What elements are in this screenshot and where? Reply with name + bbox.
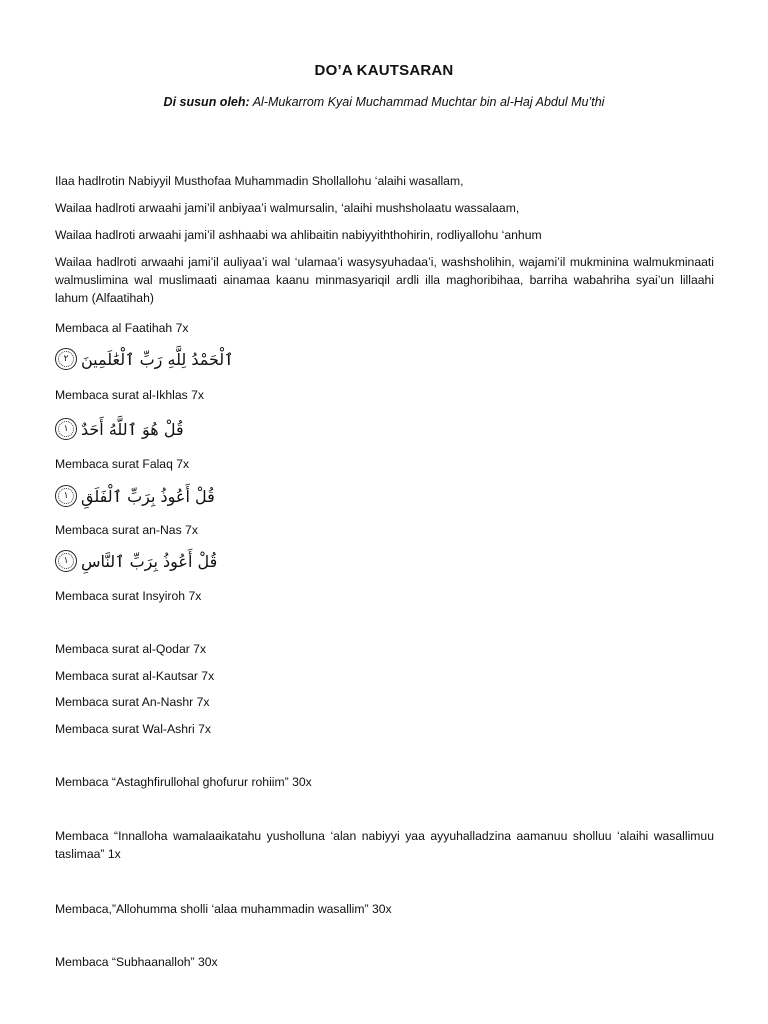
- arabic-text: قُلْ أَعُوذُ بِرَبِّ ٱلْفَلَقِ: [81, 486, 215, 506]
- reading-nashr: Membaca surat An-Nashr 7x: [55, 695, 210, 709]
- byline-label: Di susun oleh:: [163, 95, 250, 109]
- ayah-number-icon: ١: [55, 418, 77, 440]
- arabic-text: قُلْ هُوَ ٱللَّهُ أَحَدٌ: [81, 419, 184, 439]
- reading-astaghfirullah: Membaca “Astaghfirullohal ghofurur rohiim” 30x: [55, 775, 312, 789]
- arabic-text: ٱلْحَمْدُ لِلَّهِ رَبِّ ٱلْعَٰلَمِينَ: [81, 349, 234, 369]
- byline-author: Al-Mukarrom Kyai Muchammad Muchtar bin al-Haj Abdul Mu’thi: [252, 95, 605, 109]
- intro-line-1: Ilaa hadlrotin Nabiyyil Musthofaa Muhammadin Shollallohu ‘alaihi wasallam,: [55, 174, 464, 188]
- arabic-verse-falaq: [55, 483, 215, 509]
- ayah-number-icon: ٢: [55, 348, 77, 370]
- reading-ikhlas: Membaca surat al-Ikhlas 7x: [55, 388, 205, 402]
- reading-ashri: Membaca surat Wal-Ashri 7x: [55, 722, 211, 736]
- reading-falaq: Membaca surat Falaq 7x: [55, 457, 190, 471]
- arabic-text: قُلْ أَعُوذُ بِرَبِّ ٱلنَّاسِ: [81, 551, 218, 571]
- reading-subhaanalloh: Membaca “Subhaanalloh” 30x: [55, 955, 218, 969]
- reading-qodar: Membaca surat al-Qodar 7x: [55, 642, 207, 656]
- ayah-number-icon: ١: [55, 485, 77, 507]
- reading-kautsar: Membaca surat al-Kautsar 7x: [55, 669, 215, 683]
- reading-sholawat-ayah: Membaca “Innalloha wamalaaikatahu yusholluna ‘alan nabiyyi yaa ayyuhalladzina aamanuu sholluu ‘alaihi wasallimuu taslimaa” 1x: [55, 829, 714, 861]
- intro-line-4: Wailaa hadlroti arwaahi jami’il auliyaa’i wal ‘ulamaa’i wasysyuhadaa’i, washsholihin, wajami’il mukminina walmukminaati walmuslimina wal muslimaati ainamaa kaanu minmasyariqil ardli illa maghoribihaa, barriha wabahriha syai’un lillaahi lahum (Alfaatihah): [55, 255, 714, 305]
- intro-line-2: Wailaa hadlroti arwaahi jami’il anbiyaa’i walmursalin, ‘alaihi mushsholaatu wassalaam,: [55, 201, 520, 215]
- reading-allohumma-sholli: Membaca,”Allohumma sholli ‘alaa muhammadin wasallim” 30x: [55, 902, 392, 916]
- arabic-verse-ikhlas: [55, 416, 184, 442]
- reading-insyiroh: Membaca surat Insyiroh 7x: [55, 589, 202, 603]
- reading-faatihah: Membaca al Faatihah 7x: [55, 321, 189, 335]
- intro-line-3: Wailaa hadlroti arwaahi jami’il ashhaabi wa ahlibaitin nabiyyiththohirin, rodliyallohu ‘anhum: [55, 228, 542, 242]
- arabic-verse-faatihah: [55, 346, 234, 372]
- arabic-verse-nas: [55, 548, 217, 574]
- reading-nas: Membaca surat an-Nas 7x: [55, 523, 198, 537]
- ayah-number-icon: ١: [55, 550, 77, 572]
- byline: [0, 95, 768, 109]
- document-title: DO’A KAUTSARAN: [314, 62, 454, 79]
